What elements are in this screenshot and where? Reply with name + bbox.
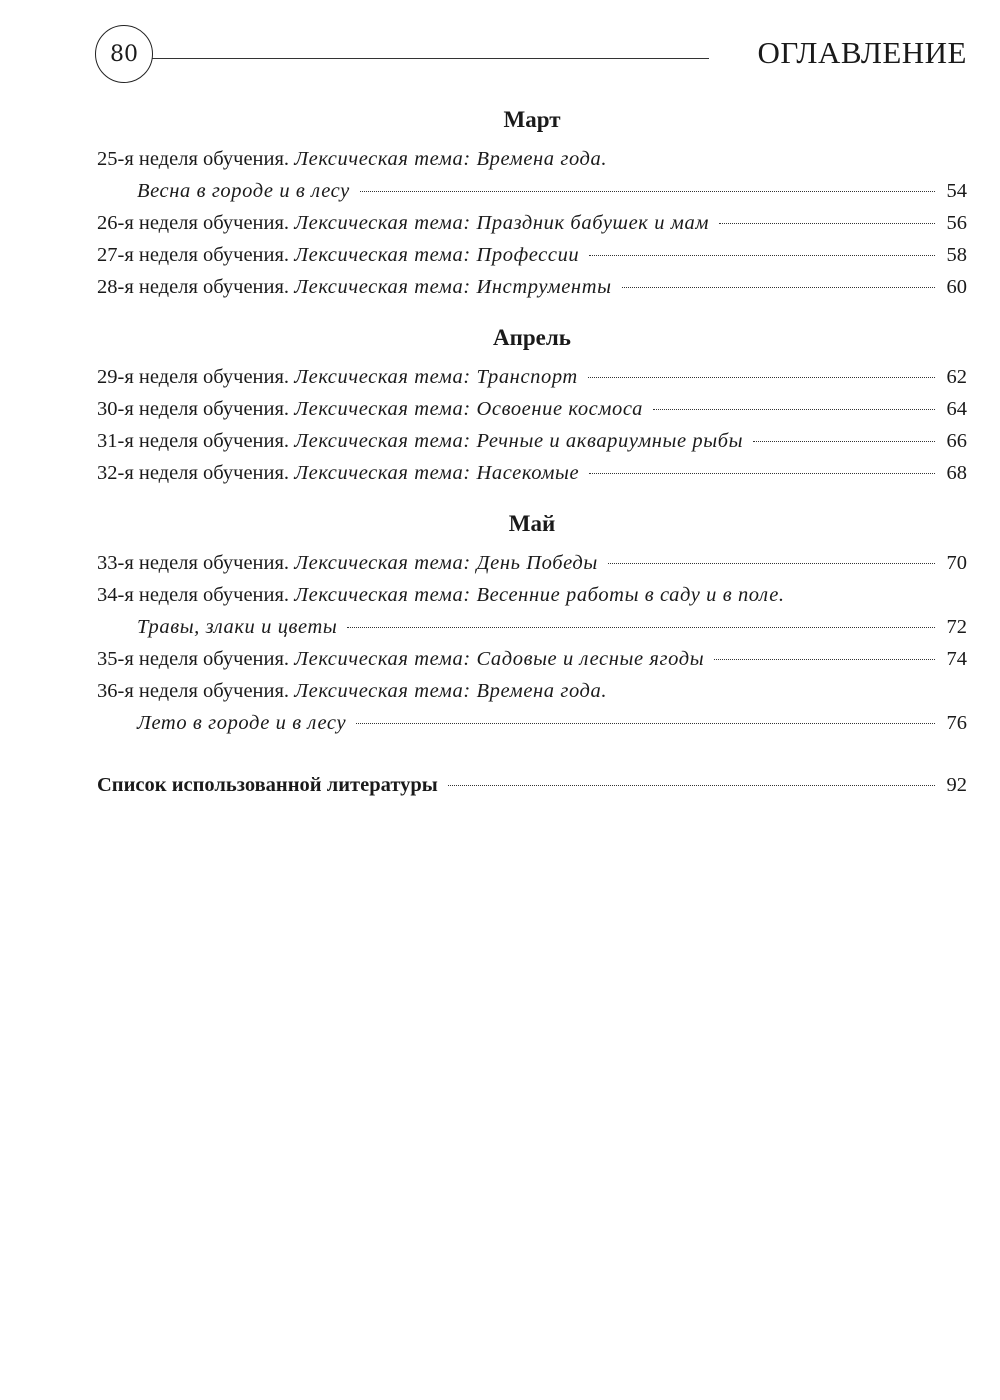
topic-label: Лексическая тема: Весенние работы в саду и в поле. (294, 584, 785, 606)
toc-entry-line (97, 143, 967, 175)
page-ref: 92 (946, 774, 967, 796)
toc-section (97, 103, 967, 303)
toc-entry-line (97, 271, 967, 303)
toc-entry-line (97, 579, 967, 611)
page-ref: 60 (946, 276, 967, 298)
toc-entry[interactable] (97, 547, 967, 579)
week-label: 36-я неделя обучения. (97, 680, 290, 702)
toc-entry[interactable] (97, 361, 967, 393)
page-ref: 68 (946, 462, 967, 484)
toc-entry[interactable] (97, 239, 967, 271)
toc-entry[interactable] (97, 271, 967, 303)
topic-label: Лексическая тема: День Победы (294, 552, 598, 574)
week-label: 26-я неделя обучения. (97, 212, 290, 234)
dot-leader (608, 563, 935, 564)
toc-entry[interactable] (97, 393, 967, 425)
week-label: 35-я неделя обучения. (97, 648, 290, 670)
week-label: 29-я неделя обучения. (97, 366, 290, 388)
toc-entry[interactable] (97, 457, 967, 489)
page-ref: 62 (946, 366, 967, 388)
dot-leader (589, 255, 935, 256)
toc-entry[interactable] (97, 143, 967, 207)
week-label: 30-я неделя обучения. (97, 398, 290, 420)
topic-label: Лексическая тема: Садовые и лесные ягоды (294, 648, 705, 670)
toc-entry[interactable] (97, 425, 967, 457)
toc-entry-line (97, 239, 967, 271)
section-title: Март (503, 107, 561, 132)
dot-leader (622, 287, 935, 288)
dot-leader (753, 441, 935, 442)
section-title: Май (508, 511, 556, 536)
page-ref: 56 (946, 212, 967, 234)
dot-leader (653, 409, 935, 410)
topic-continuation-label: Травы, злаки и цветы (137, 616, 338, 638)
topic-label: Лексическая тема: Профессии (294, 244, 580, 266)
dot-leader (714, 659, 935, 660)
week-label: 25-я неделя обучения. (97, 148, 290, 170)
literature-entry[interactable] (97, 769, 967, 801)
week-label: 32-я неделя обучения. (97, 462, 290, 484)
week-label: 34-я неделя обучения. (97, 584, 290, 606)
toc-section (97, 321, 967, 489)
header-rule (151, 58, 709, 59)
dot-leader (448, 785, 935, 786)
page-title: ОГЛАВЛЕНИЕ (757, 35, 967, 70)
page-header (95, 25, 967, 87)
topic-label: Лексическая тема: Времена года. (294, 148, 608, 170)
topic-label: Лексическая тема: Праздник бабушек и мам (294, 212, 710, 234)
dot-leader (588, 377, 935, 378)
topic-label: Лексическая тема: Речные и аквариумные рыбы (294, 430, 744, 452)
page-number: 80 (95, 25, 153, 83)
toc-entry-line (97, 675, 967, 707)
literature-label: Список использованной литературы (97, 774, 438, 796)
topic-continuation-label: Весна в городе и в лесу (137, 180, 350, 202)
page-ref: 70 (946, 552, 967, 574)
toc-entry-continuation (97, 175, 967, 207)
page-ref: 74 (946, 648, 967, 670)
table-of-contents (97, 103, 967, 801)
dot-leader (360, 191, 935, 192)
topic-label: Лексическая тема: Насекомые (294, 462, 580, 484)
dot-leader (589, 473, 935, 474)
page-ref: 54 (946, 180, 967, 202)
page-ref: 66 (946, 430, 967, 452)
toc-entry-continuation (97, 611, 967, 643)
toc-entry-line (97, 547, 967, 579)
toc-entry-line (97, 361, 967, 393)
dot-leader (356, 723, 935, 724)
week-label: 27-я неделя обучения. (97, 244, 290, 266)
topic-label: Лексическая тема: Времена года. (294, 680, 608, 702)
page-ref: 58 (946, 244, 967, 266)
week-label: 28-я неделя обучения. (97, 276, 290, 298)
topic-continuation-label: Лето в городе и в лесу (137, 712, 347, 734)
toc-entry-line (97, 393, 967, 425)
toc-entry-line (97, 425, 967, 457)
week-label: 31-я неделя обучения. (97, 430, 290, 452)
toc-entry-line (97, 457, 967, 489)
toc-section (97, 507, 967, 739)
dot-leader (719, 223, 935, 224)
topic-label: Лексическая тема: Транспорт (294, 366, 578, 388)
section-title: Апрель (493, 325, 571, 350)
toc-entry[interactable] (97, 207, 967, 239)
toc-entry-line (97, 207, 967, 239)
topic-label: Лексическая тема: Инструменты (294, 276, 612, 298)
page-ref: 64 (946, 398, 967, 420)
dot-leader (347, 627, 935, 628)
page-ref: 76 (946, 712, 967, 734)
topic-label: Лексическая тема: Освоение космоса (294, 398, 643, 420)
toc-entry[interactable] (97, 579, 967, 643)
week-label: 33-я неделя обучения. (97, 552, 290, 574)
toc-entry-line (97, 643, 967, 675)
toc-entry[interactable] (97, 675, 967, 739)
toc-entry[interactable] (97, 643, 967, 675)
toc-entry-continuation (97, 707, 967, 739)
page-ref: 72 (946, 616, 967, 638)
